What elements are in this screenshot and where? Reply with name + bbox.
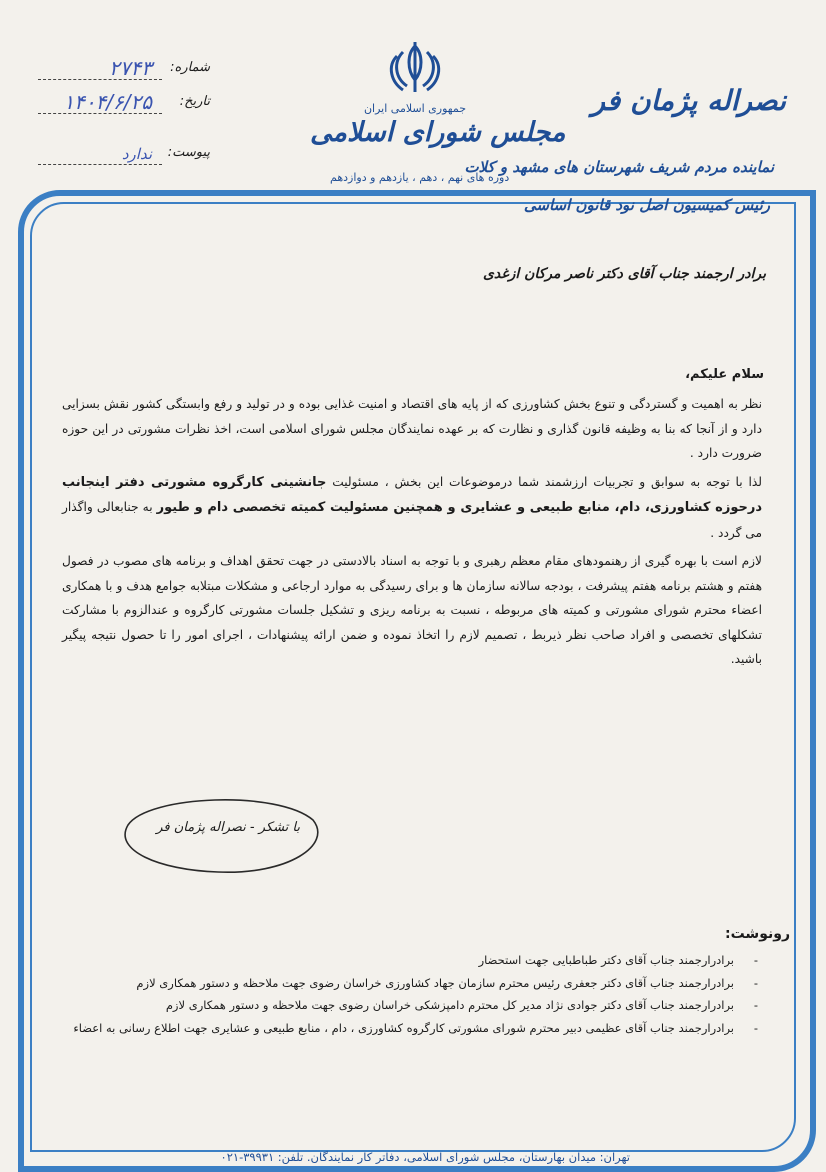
signature-text: با تشکر - نصراله پژمان فر <box>156 820 300 835</box>
republic-label: جمهوری اسلامی ایران <box>363 102 467 115</box>
parliament-emblem <box>310 40 566 230</box>
salutation: سلام علیکم، <box>685 367 764 382</box>
sender-title-1: نماینده مردم شریف شهرستان های مشهد و کلات <box>464 158 774 176</box>
footer-address: تهران: میدان بهارستان، مجلس شورای اسلامی، دفاتر کار نمایندگان. تلفن: ۳۹۹۳۱-۰۲۱ <box>220 1150 630 1164</box>
sender-title-2: رئیس کمیسیون اصل نود قانون اساسی <box>523 196 770 214</box>
paragraph-3: لازم است با بهره گیری از رهنمودهای مقام معظم رهبری و با توجه به اسناد بالادستی در جهت تحقق اهداف و برنامه های مصوب در فصول هفتم و هشتم برنامه هفتم پیشرفت ، بودجه سالانه سازمان ها و برای رسیدگی به موارد ارجاعی و مشکلات مبتلابه جوامع هدف و با همکاری اعضاء محترم شورای مشورتی و کمیته های مربوطه ، نسبت به برنامه ریزی و تشکیل جلسات مشورتی کارگروه و عندالزوم با مشارکت تشکلهای تخصصی و افراد صاحب نظر ذیربط ، تصمیم لازم را اتخاذ نموده و ضمن ارائه پیشنهادات ، اجرای امور را تا حصول نتیجه پیگیر باشید. <box>62 554 762 666</box>
date-value: ۱۴۰۴/۶/۲۵ <box>63 90 152 114</box>
number-value: ۲۷۴۳ <box>109 56 152 80</box>
assignment-text: جانشینی کارگروه مشورتی دفتر اینجانب درحوزه کشاورزی، دام، منابع طبیعی و عشایری و همچنین مسئولیت کمیته تخصصی دام و طیور <box>62 474 762 515</box>
letter-date <box>30 92 210 120</box>
cc-list <box>62 952 762 1042</box>
attachment-label: پیوست: <box>167 145 210 160</box>
cc-item: - برادرارجمند جناب آقای عظیمی دبیر محترم شورای مشورتی کارگروه کشاورزی ، دام ، منابع طبیعی و عشایری جهت اطلاع رسانی به اعضاء <box>62 1020 762 1037</box>
letter-number <box>30 58 210 86</box>
date-label: تاریخ: <box>179 94 210 109</box>
attachment-value: ندارد <box>121 145 152 163</box>
cc-item: - برادرارجمند جناب آقای دکتر جعفری رئیس محترم سازمان جهاد کشاورزی خراسان رضوی جهت ملاحظه و دستور همکاری لازم <box>62 975 762 992</box>
cc-item: - برادرارجمند جناب آقای دکتر جوادی نژاد مدیر کل محترم دامپزشکی خراسان رضوی جهت ملاحظه و دستور همکاری لازم <box>62 997 762 1014</box>
number-label: شماره: <box>170 60 210 75</box>
letter-body <box>62 392 762 672</box>
cc-item: - برادرارجمند جناب آقای دکتر طباطبایی جهت استحضار <box>62 952 762 969</box>
paragraph-2: لذا با توجه به سوابق و تجربیات ارزشمند شما درموضوعات این بخش ، مسئولیت جانشینی کارگروه مشورتی دفتر اینجانب درحوزه کشاورزی، دام، منابع طبیعی و عشایری و همچنین مسئولیت کمیته تخصصی دام و طیور به جنابعالی واگذار می گردد . <box>62 474 762 540</box>
signature-scribble-icon <box>108 790 333 880</box>
parliament-name: مجلس شورای اسلامی <box>310 117 566 148</box>
parliament-terms: دوره های نهم ، دهم ، یازدهم و دوازدهم <box>330 171 510 184</box>
cc-title: رونوشت: <box>725 926 790 942</box>
paragraph-1: نظر به اهمیت و گستردگی و تنوع بخش کشاورزی که از پایه های اقتصاد و امنیت غذایی بوده و در تولید و رفع وابستگی کشور نقش بسزایی دارد و از آنجا که بنا به وظیفه قانون گذاری و نظارت که بر عهده نمایندگان مجلس شورای اسلامی است، اخذ نظرات مشورتی در این حوزه ضرورت دارد . <box>62 397 762 460</box>
recipient: برادر ارجمند جناب آقای دکتر ناصر مرکان ازغدی <box>482 266 766 282</box>
letter-attachment <box>30 143 210 171</box>
iran-emblem-icon <box>385 40 445 96</box>
sender-name: نصراله پژمان فر <box>591 84 786 117</box>
